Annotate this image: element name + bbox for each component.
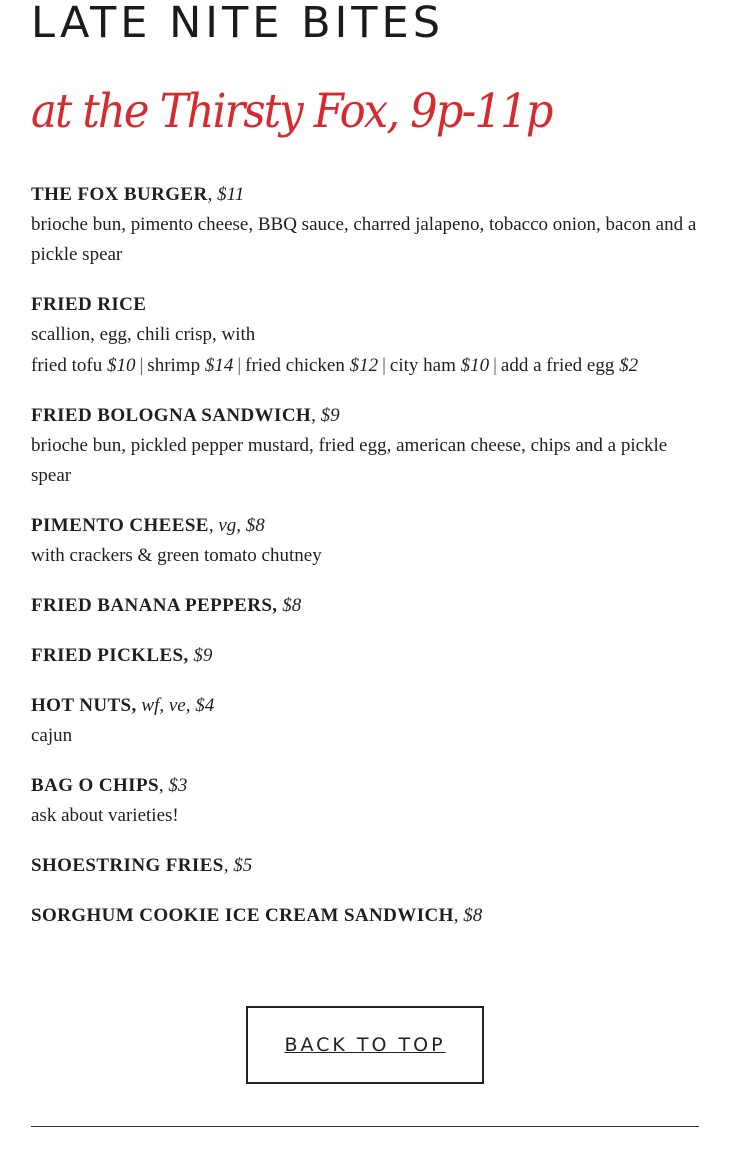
menu-item-price: $9	[320, 405, 340, 426]
menu-item-price: $9	[193, 645, 213, 666]
menu-item	[31, 591, 705, 621]
menu-item-price: $11	[217, 184, 245, 205]
menu-item-description: brioche bun, pickled pepper mustard, fried egg, american cheese, chips and a pickle spear	[31, 435, 668, 486]
menu-item-name: PIMENTO CHEESE	[31, 515, 209, 536]
page-title: LATE NITE BITES	[31, 0, 444, 48]
option-label: shrimp	[147, 355, 205, 376]
menu-item-header	[31, 691, 705, 721]
menu-item-description: scallion, egg, chili crisp, with	[31, 324, 256, 345]
menu-item	[31, 401, 705, 491]
menu-item-separator: ,	[158, 775, 169, 796]
menu-item-price: wf, ve, $4	[141, 695, 215, 716]
menu-item-header	[31, 180, 705, 210]
menu-item-name: THE FOX BURGER	[31, 184, 208, 205]
menu-item-price: vg, $8	[218, 515, 265, 536]
option-separator: |	[382, 355, 386, 376]
menu-item-header	[31, 591, 705, 621]
menu-item-description: ask about varieties!	[31, 805, 179, 826]
menu-item	[31, 641, 705, 671]
menu-item-description: with crackers & green tomato chutney	[31, 545, 322, 566]
menu-item-name: FRIED BOLOGNA SANDWICH	[31, 405, 312, 426]
menu-item-header	[31, 771, 705, 801]
menu-item-description: brioche bun, pimento cheese, BBQ sauce, charred jalapeno, tobacco onion, bacon and a pickle spear	[31, 214, 697, 265]
option-label: fried tofu	[31, 355, 107, 376]
menu-item-header	[31, 511, 705, 541]
menu-item-header	[31, 901, 705, 931]
menu-item-header	[31, 641, 705, 671]
menu-item-name: SORGHUM COOKIE ICE CREAM SANDWICH	[31, 905, 454, 926]
menu-item-separator: ,	[208, 515, 219, 536]
divider	[31, 1126, 699, 1127]
option-price: $14	[204, 355, 234, 376]
menu-item-separator: ,	[223, 855, 234, 876]
menu-item-header	[31, 851, 705, 881]
menu-item-price: $3	[168, 775, 188, 796]
menu-item-header	[31, 290, 705, 320]
menu-item-separator: ,	[311, 405, 321, 426]
menu-item	[31, 901, 705, 931]
menu-item-name: FRIED PICKLES,	[31, 645, 189, 666]
menu-item	[31, 851, 705, 881]
option-label: city ham	[389, 355, 461, 376]
menu-item-separator: ,	[207, 184, 218, 205]
menu-item-name: SHOESTRING FRIES	[31, 855, 224, 876]
back-to-top-button[interactable]: BACK TO TOP	[246, 1006, 484, 1084]
menu-list	[31, 180, 705, 951]
menu-item-separator: ,	[453, 905, 464, 926]
menu-item	[31, 511, 705, 571]
menu-item-price: $8	[463, 905, 483, 926]
menu-item-price: $8	[282, 595, 302, 616]
menu-item-name: FRIED BANANA PEPPERS,	[31, 595, 278, 616]
option-separator: |	[237, 355, 242, 376]
menu-item	[31, 691, 705, 751]
option-price: $2	[619, 355, 639, 376]
menu-item-name: FRIED RICE	[31, 294, 147, 315]
menu-item-description: cajun	[31, 725, 73, 746]
option-separator: |	[493, 355, 497, 376]
option-separator: |	[139, 355, 144, 376]
menu-item-price: $5	[233, 855, 253, 876]
option-price: $12	[349, 355, 379, 376]
menu-item	[31, 771, 705, 831]
option-label: fried chicken	[245, 355, 350, 376]
menu-item-options	[31, 350, 705, 381]
menu-item-header	[31, 401, 705, 431]
page-subtitle: at the Thirsty Fox, 9p-11p	[31, 84, 552, 139]
menu-item	[31, 290, 705, 381]
option-label: add a fried egg	[500, 355, 620, 376]
option-price: $10	[106, 355, 136, 376]
menu-item	[31, 180, 705, 270]
menu-item-name: HOT NUTS,	[31, 695, 137, 716]
menu-item-name: BAG O CHIPS	[31, 775, 159, 796]
option-price: $10	[460, 355, 490, 376]
